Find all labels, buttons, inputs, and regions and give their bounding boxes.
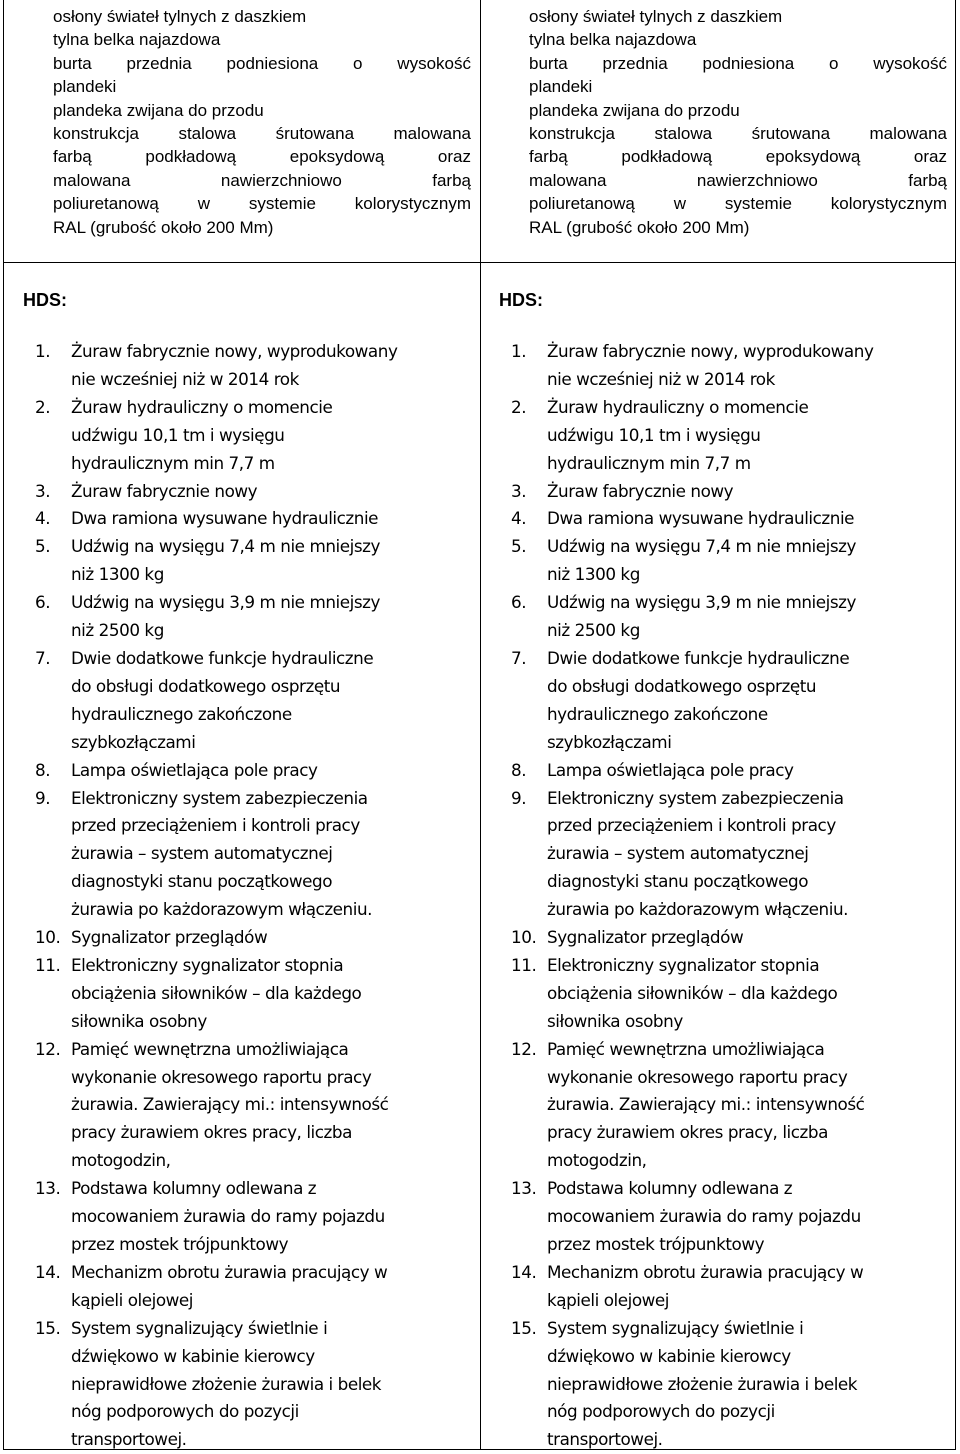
list-item-line: Mechanizm obrotu żurawia pracujący w [71, 1261, 388, 1282]
list-item-text [547, 952, 960, 1036]
list-item-number: 9. [35, 787, 51, 808]
list-item [511, 1175, 960, 1259]
spec-line: plandeka zwijana do przodu [53, 100, 264, 120]
list-item-number: 13. [35, 1178, 61, 1199]
list-item-line: Sygnalizator przeglądów [547, 927, 744, 948]
spec-line: farbą podkładową epoksydową oraz [53, 147, 471, 167]
list-item [35, 924, 485, 952]
list-item-text [71, 1175, 485, 1259]
list-item-line: pracy żurawiem okres pracy, liczba [547, 1122, 828, 1143]
list-item-number: 4. [35, 508, 51, 529]
list-item-line: nie wcześniej niż w 2014 rok [71, 368, 299, 389]
list-item-line: obciążenia siłowników – dla każdego [71, 982, 362, 1003]
list-item-number: 8. [35, 759, 51, 780]
list-item-line: Dwie dodatkowe funkcje hydrauliczne [71, 647, 374, 668]
list-item-line: dźwiękowo w kabinie kierowcy [547, 1345, 791, 1366]
list-item-text [71, 505, 485, 533]
list-item-line: niż 1300 kg [547, 564, 640, 585]
list-item-line: siłownika osobny [547, 1010, 683, 1031]
list-item-number: 13. [511, 1178, 537, 1199]
list-item-line: żurawia. Zawierający mi.: intensywność [547, 1094, 865, 1115]
list-item-number: 6. [511, 592, 527, 613]
list-item [511, 1259, 960, 1315]
spec-line: plandeki [529, 77, 593, 97]
list-item [35, 757, 485, 785]
list-item-line: Udźwig na wysięgu 3,9 m nie mniejszy [71, 592, 380, 613]
list-item [35, 645, 485, 757]
list-item-number: 11. [35, 954, 61, 975]
list-item-number: 6. [35, 592, 51, 613]
trailer-spec-text [53, 5, 471, 239]
spec-line: konstrukcja stalowa śrutowana malowana [53, 124, 471, 144]
list-item-text [71, 924, 485, 952]
list-item-line: pracy żurawiem okres pracy, liczba [71, 1122, 352, 1143]
list-item-line: nóg podporowych do pozycji [71, 1401, 299, 1422]
list-item-text [71, 645, 485, 757]
spec-line: malowana nawierzchniowo farbą [53, 170, 471, 190]
list-item-text [547, 757, 960, 785]
list-item-line: niż 2500 kg [547, 620, 640, 641]
list-item-text [547, 1259, 960, 1315]
list-item-line: Elektroniczny system zabezpieczenia [71, 787, 368, 808]
spec-line: plandeka zwijana do przodu [529, 100, 740, 120]
list-item-line: transportowej. [71, 1429, 187, 1450]
spec-line: poliuretanową w systemie kolorystycznym [529, 194, 947, 214]
list-item-line: Dwa ramiona wysuwane hydraulicznie [71, 508, 379, 529]
list-item-line: Dwie dodatkowe funkcje hydrauliczne [547, 647, 850, 668]
list-item-number: 10. [35, 927, 61, 948]
list-item-line: niż 1300 kg [71, 564, 164, 585]
list-item-number: 15. [511, 1317, 537, 1338]
list-item-line: przed przeciążeniem i kontroli pracy [71, 815, 360, 836]
list-item-text [547, 785, 960, 925]
list-item-line: Podstawa kolumny odlewana z [547, 1178, 793, 1199]
list-item-number: 4. [511, 508, 527, 529]
list-item-line: diagnostyki stanu początkowego [71, 871, 333, 892]
list-item-text [71, 1036, 485, 1176]
list-item-line: udźwigu 10,1 tm i wysięgu [547, 424, 761, 445]
list-item-line: Żuraw fabrycznie nowy [547, 480, 734, 501]
list-item-number: 2. [35, 396, 51, 417]
list-item-line: żurawia. Zawierający mi.: intensywność [71, 1094, 389, 1115]
list-item [511, 478, 960, 506]
list-item-line: udźwigu 10,1 tm i wysięgu [71, 424, 285, 445]
list-item [511, 757, 960, 785]
spec-line: plandeki [53, 77, 117, 97]
list-item-line: Żuraw hydrauliczny o momencie [71, 396, 333, 417]
list-item-text [547, 1315, 960, 1454]
list-item [35, 533, 485, 589]
list-item-line: Elektroniczny system zabezpieczenia [547, 787, 844, 808]
list-item-line: Elektroniczny sygnalizator stopnia [71, 954, 344, 975]
list-item-line: dźwiękowo w kabinie kierowcy [71, 1345, 315, 1366]
list-item-line: hydraulicznym min 7,7 m [71, 452, 275, 473]
list-item [511, 338, 960, 394]
spec-line: farbą podkładową epoksydową oraz [529, 147, 947, 167]
list-item-text [547, 1175, 960, 1259]
list-item-text [71, 785, 485, 925]
list-item [35, 338, 485, 394]
list-item-line: Podstawa kolumny odlewana z [71, 1178, 317, 1199]
list-item [511, 505, 960, 533]
list-item-text [547, 924, 960, 952]
list-item-text [547, 505, 960, 533]
list-item-line: żurawia po każdorazowym włączeniu. [71, 899, 373, 920]
spec-line: tylna belka najazdowa [53, 30, 221, 50]
list-item [511, 1315, 960, 1454]
list-item-line: hydraulicznym min 7,7 m [547, 452, 751, 473]
list-item-number: 9. [511, 787, 527, 808]
list-item-text [71, 589, 485, 645]
list-item-line: do obsługi dodatkowego osprzętu [71, 675, 341, 696]
list-item-line: szybkozłączami [547, 731, 672, 752]
list-item-line: wykonanie okresowego raportu pracy [71, 1066, 372, 1087]
list-item-text [547, 478, 960, 506]
list-item-line: Sygnalizator przeglądów [71, 927, 268, 948]
list-item-line: motogodzin, [547, 1150, 647, 1171]
list-item-text [71, 1259, 485, 1315]
spec-line: burta przednia podniesiona o wysokość [53, 53, 471, 73]
list-item [511, 785, 960, 925]
list-item-line: Dwa ramiona wysuwane hydraulicznie [547, 508, 855, 529]
list-item-number: 7. [35, 647, 51, 668]
list-item [511, 589, 960, 645]
list-item-text [71, 394, 485, 478]
list-item-number: 2. [511, 396, 527, 417]
list-item-line: kąpieli olejowej [71, 1289, 193, 1310]
list-item [35, 1036, 485, 1176]
list-item-number: 3. [35, 480, 51, 501]
list-item-number: 5. [35, 536, 51, 557]
list-item-line: Żuraw fabrycznie nowy, wyprodukowany [71, 341, 398, 361]
spec-line: burta przednia podniesiona o wysokość [529, 53, 947, 73]
spec-line: osłony świateł tylnych z daszkiem [53, 7, 307, 26]
specification-table [3, 0, 956, 1450]
list-item-text [547, 1036, 960, 1176]
list-item-line: nieprawidłowe złożenie żurawia i belek [547, 1373, 858, 1394]
list-item-text [71, 757, 485, 785]
list-item-line: do obsługi dodatkowego osprzętu [547, 675, 817, 696]
list-item-text [547, 394, 960, 478]
row-divider [4, 262, 955, 263]
list-item [35, 589, 485, 645]
list-item-text [547, 645, 960, 757]
list-item [35, 478, 485, 506]
list-item-line: kąpieli olejowej [547, 1289, 669, 1310]
hds-requirements-list [511, 338, 960, 1454]
list-item [511, 924, 960, 952]
list-item-number: 10. [511, 927, 537, 948]
list-item-line: hydraulicznego zakończone [547, 703, 768, 724]
list-item-line: Lampa oświetlająca pole pracy [547, 759, 794, 780]
list-item-line: obciążenia siłowników – dla każdego [547, 982, 838, 1003]
list-item-line: motogodzin, [71, 1150, 171, 1171]
spec-line: RAL (grubość około 200 Mm) [529, 217, 750, 237]
list-item-text [71, 1315, 485, 1454]
list-item-number: 14. [511, 1261, 537, 1282]
list-item-line: mocowaniem żurawia do ramy pojazdu [547, 1206, 861, 1227]
list-item-line: Udźwig na wysięgu 7,4 m nie mniejszy [547, 536, 856, 557]
list-item-text [71, 533, 485, 589]
list-item [35, 394, 485, 478]
list-item [35, 1175, 485, 1259]
hds-heading: HDS: [499, 290, 543, 310]
list-item-number: 12. [511, 1038, 537, 1059]
list-item-line: System sygnalizujący świetlnie i [547, 1317, 804, 1338]
spec-line: osłony świateł tylnych z daszkiem [529, 7, 783, 26]
list-item-line: Żuraw fabrycznie nowy [71, 480, 258, 501]
list-item-text [547, 589, 960, 645]
list-item-line: Żuraw fabrycznie nowy, wyprodukowany [547, 341, 874, 361]
trailer-spec-text [529, 5, 947, 239]
list-item-line: wykonanie okresowego raportu pracy [547, 1066, 848, 1087]
list-item-number: 7. [511, 647, 527, 668]
list-item-number: 8. [511, 759, 527, 780]
list-item-line: przez mostek trójpunktowy [71, 1234, 289, 1254]
list-item [511, 394, 960, 478]
list-item-line: Pamięć wewnętrzna umożliwiająca [547, 1038, 825, 1059]
list-item-line: nieprawidłowe złożenie żurawia i belek [71, 1373, 382, 1394]
list-item-line: żurawia po każdorazowym włączeniu. [547, 899, 849, 920]
spec-line: malowana nawierzchniowo farbą [529, 170, 947, 190]
list-item-number: 1. [35, 341, 51, 361]
hds-requirements-list [35, 338, 485, 1454]
spec-line: konstrukcja stalowa śrutowana malowana [529, 124, 947, 144]
hds-heading: HDS: [23, 290, 67, 310]
spec-line: RAL (grubość około 200 Mm) [53, 217, 274, 237]
list-item-line: niż 2500 kg [71, 620, 164, 641]
list-item-number: 15. [35, 1317, 61, 1338]
list-item-line: nie wcześniej niż w 2014 rok [547, 368, 775, 389]
list-item-line: nóg podporowych do pozycji [547, 1401, 775, 1422]
list-item-number: 12. [35, 1038, 61, 1059]
list-item-line: przez mostek trójpunktowy [547, 1234, 765, 1254]
list-item-number: 11. [511, 954, 537, 975]
list-item [35, 505, 485, 533]
list-item-line: Żuraw hydrauliczny o momencie [547, 396, 809, 417]
list-item-line: transportowej. [547, 1429, 663, 1450]
list-item-line: Udźwig na wysięgu 3,9 m nie mniejszy [547, 592, 856, 613]
list-item [35, 1259, 485, 1315]
list-item-text [71, 952, 485, 1036]
list-item-line: System sygnalizujący świetlnie i [71, 1317, 328, 1338]
spec-line: poliuretanową w systemie kolorystycznym [53, 194, 471, 214]
list-item-line: mocowaniem żurawia do ramy pojazdu [71, 1206, 385, 1227]
list-item-text [547, 533, 960, 589]
list-item [511, 952, 960, 1036]
list-item [35, 785, 485, 925]
list-item [511, 533, 960, 589]
list-item [511, 645, 960, 757]
list-item-line: przed przeciążeniem i kontroli pracy [547, 815, 836, 836]
list-item-line: Udźwig na wysięgu 7,4 m nie mniejszy [71, 536, 380, 557]
list-item-line: siłownika osobny [71, 1010, 207, 1031]
list-item-text [71, 478, 485, 506]
list-item-line: diagnostyki stanu początkowego [547, 871, 809, 892]
list-item-number: 3. [511, 480, 527, 501]
list-item [35, 952, 485, 1036]
list-item-line: żurawia – system automatycznej [547, 843, 809, 864]
list-item-text [71, 338, 485, 394]
list-item-text [547, 338, 960, 394]
list-item-line: żurawia – system automatycznej [71, 843, 333, 864]
list-item-line: hydraulicznego zakończone [71, 703, 292, 724]
list-item-line: Elektroniczny sygnalizator stopnia [547, 954, 820, 975]
list-item-number: 5. [511, 536, 527, 557]
list-item-line: Pamięć wewnętrzna umożliwiająca [71, 1038, 349, 1059]
list-item-number: 14. [35, 1261, 61, 1282]
list-item-line: szybkozłączami [71, 731, 196, 752]
spec-line: tylna belka najazdowa [529, 30, 697, 50]
list-item [511, 1036, 960, 1176]
list-item [35, 1315, 485, 1454]
list-item-line: Lampa oświetlająca pole pracy [71, 759, 318, 780]
list-item-number: 1. [511, 341, 527, 361]
list-item-line: Mechanizm obrotu żurawia pracujący w [547, 1261, 864, 1282]
